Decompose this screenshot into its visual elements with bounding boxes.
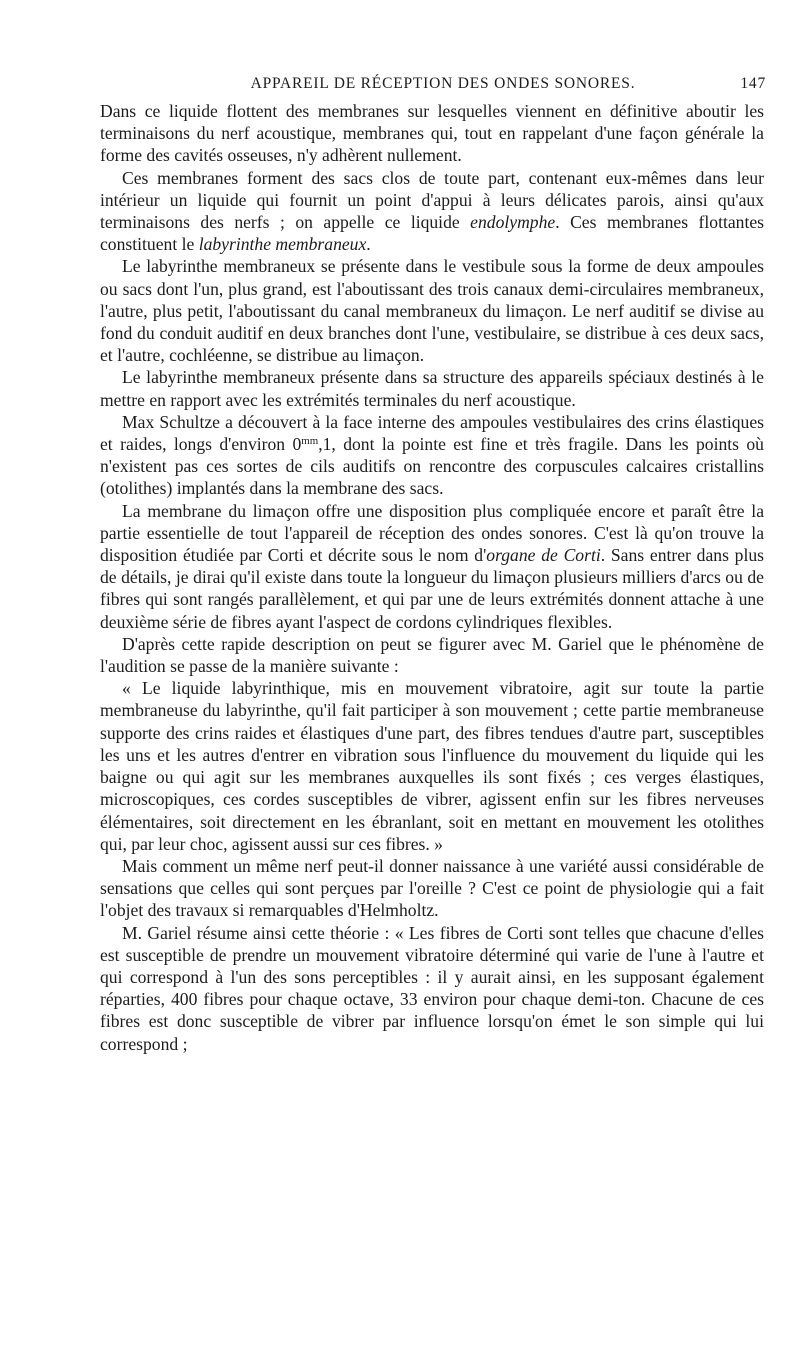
paragraph <box>100 100 764 167</box>
text-run: Max Schultze a découvert à la face interne des ampoules vestibulaires des crins élastiques et raides, longs d'environ 0 <box>100 411 764 455</box>
text-run: M. Gariel résume ainsi cette théorie : « Les fibres de Corti sont telles que chacune d'elles est susceptible de prendre un mouvement vibratoire déterminé qui varie de l'une à l'autre et qui correspond à l'un des sons perceptibles : il y aurait ainsi, en les supposant également réparties, 400 fibres pour chaque octave, 33 environ pour chaque demi-ton. Chacune de ces fibres est donc susceptible de vibrer par influence lorsqu'on émet le son simple qui lui correspond ; <box>100 922 764 1054</box>
body-text <box>100 100 764 1055</box>
unit-superscript: mm <box>301 435 319 448</box>
running-title: APPAREIL DE RÉCEPTION DES ONDES SONORES. <box>250 75 636 92</box>
text-run: . Ces membranes flottantes constituent le <box>100 212 764 255</box>
text-run: Le labyrinthe membraneux se présente dans le vestibule sous la forme de deux ampoules ou sacs dont l'un, plus grand, est l'aboutissant des trois canaux demi-circulaires membraneux, l'autre, plus petit, l'aboutissant du canal membraneux du limaçon. Le nerf auditif se divise au fond du conduit auditif en deux branches dont l'une, vestibulaire, se distribue à ces deux sacs, et l'autre, cochléenne, se distribue au limaçon. <box>100 256 764 366</box>
text-run: D'après cette rapide description on peut se figurer avec M. Gariel que le phénomène de l'audition se passe de la manière suivante : <box>100 633 764 677</box>
paragraph <box>100 255 764 366</box>
paragraph <box>100 366 764 410</box>
paragraph <box>100 167 764 256</box>
text-run: La membrane du limaçon offre une disposition plus compliquée encore et paraît être la partie essentielle de tout l'appareil de réception des ondes sonores. C'est là qu'on trouve la disposition étudiée par Corti et décrite sous le nom d' <box>100 500 764 566</box>
italic-term: endolymphe <box>470 212 556 233</box>
text-run: Le labyrinthe membraneux présente dans sa structure des appareils spéciaux destinés à le mettre en rapport avec les extrémités terminales du nerf acoustique. <box>100 367 764 410</box>
paragraph <box>100 411 764 500</box>
paragraph <box>100 677 764 855</box>
text-run: Dans ce liquide flottent des membranes sur lesquelles viennent en définitive aboutir les terminaisons du nerf acoustique, membranes qui, tout en rappelant d'une façon générale la forme des cavités osseuses, n'y adhèrent nullement. <box>100 101 764 166</box>
page-number: 147 <box>740 75 766 92</box>
text-run: Ces membranes forment des sacs clos de toute part, contenant eux-mêmes dans leur intérieur un liquide qui fournit un point d'appui à leurs délicates parois, ainsi qu'aux terminaisons des nerfs ; on appelle ce liquide <box>100 167 764 233</box>
paragraph <box>100 922 764 1055</box>
paragraph <box>100 855 764 922</box>
running-header <box>90 75 766 97</box>
italic-term: labyrinthe membraneux <box>198 234 367 255</box>
paragraph <box>100 633 764 677</box>
text-run: . <box>366 234 371 255</box>
text-run: . Sans entrer dans plus de détails, je dirai qu'il existe dans toute la longueur du limaçon plusieurs milliers d'arcs ou de fibres qui sont rangés parallèlement, et qui par une de leurs extrémités donnent attache à une deuxième série de fibres ayant l'aspect de cordons cylindriques flexibles. <box>100 545 764 632</box>
italic-term: organe de Corti <box>486 545 601 566</box>
paragraph <box>100 500 764 633</box>
text-run: Mais comment un même nerf peut-il donner naissance à une variété aussi considérable de sensations que celles qui sont perçues par l'oreille ? C'est ce point de physiologie qui a fait l'objet des travaux si remarquables d'Helmholtz. <box>100 855 764 921</box>
text-run: ,1, dont la pointe est fine et très fragile. Dans les points où n'existent pas ces sortes de cils auditifs on rencontre des corpuscules calcaires cristallins (otolithes) implantés dans la membrane des sacs. <box>100 434 764 499</box>
text-run: « Le liquide labyrinthique, mis en mouvement vibratoire, agit sur toute la partie membraneuse du labyrinthe, qu'il fait participer à son mouvement ; cette partie membraneuse supporte des crins raides et élastiques d'une part, des fibres tendues d'autre part, susceptibles les uns et les autres d'entrer en vibration sous l'influence du mouvement du liquide qui les baigne ou qui agit sur les membranes auxquelles ils sont fixés ; ces verges élastiques, microscopiques, ces cordes susceptibles de vibrer, agissent enfin sur les fibres nerveuses élémentaires, soit directement en les ébranlant, soit en mettant en mouvement les otolithes qui, par leur choc, agissent aussi sur ces fibres. » <box>100 678 764 854</box>
